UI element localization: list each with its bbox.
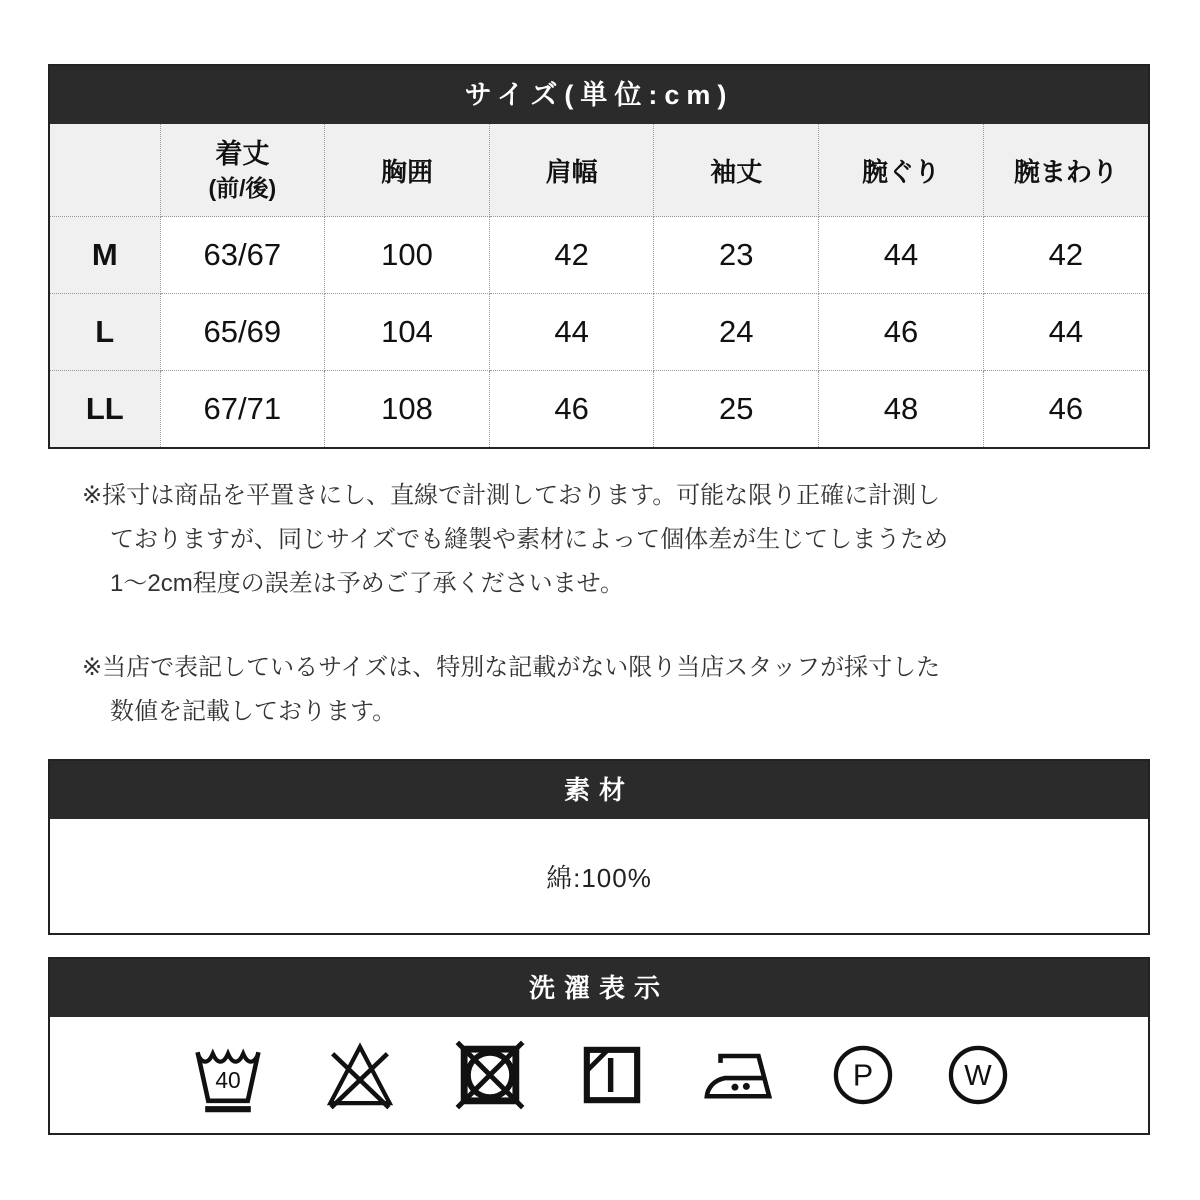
size-table-header-row [50,124,1148,217]
cell-ll-arm-around: 46 [983,371,1148,448]
size-table-section [48,64,1150,449]
col-header-armhole: 腕ぐり [819,124,984,217]
cell-ll-length: 67/71 [160,371,325,448]
measurement-note-line3: 1〜2cm程度の誤差は予めご了承くださいませ。 [110,570,624,597]
table-row-m [50,217,1148,294]
cell-l-shoulder: 44 [489,294,654,371]
wash-40-icon [187,1037,269,1113]
table-row-ll [50,371,1148,448]
col-header-length [160,124,325,217]
cell-m-chest: 100 [325,217,490,294]
cell-m-armhole: 44 [819,217,984,294]
cell-m-length: 63/67 [160,217,325,294]
col-header-chest: 胸囲 [325,124,490,217]
laundry-section [48,957,1150,1135]
corner-cell [50,124,160,217]
col-header-sleeve: 袖丈 [654,124,819,217]
dry-clean-letter: P [852,1059,874,1093]
cell-l-length: 65/69 [160,294,325,371]
material-section [48,759,1150,935]
material-title: 素材 [50,761,1148,819]
cell-ll-chest: 108 [325,371,490,448]
material-value: 綿:100% [546,862,652,893]
cell-l-sleeve: 24 [654,294,819,371]
col-header-length-line2: (前/後) [208,175,277,201]
size-table-title: サイズ(単位:cm) [50,66,1148,124]
wet-clean-w-icon [945,1037,1011,1113]
sizing-note-line2: 数値を記載しております。 [110,698,397,725]
iron-medium-icon [695,1037,781,1113]
cell-m-shoulder: 42 [489,217,654,294]
cell-l-arm-around: 44 [983,294,1148,371]
size-label-l: L [50,294,160,371]
wet-clean-letter: W [964,1059,992,1092]
cell-l-chest: 104 [325,294,490,371]
size-label-ll: LL [50,371,160,448]
size-label-m: M [50,217,160,294]
sizing-note-line1: ※当店で表記しているサイズは、特別な記載がない限り当店スタッフが採寸した [82,654,941,681]
size-table [50,124,1148,447]
measurement-note-line1: ※採寸は商品を平置きにし、直線で計測しております。可能な限り正確に計測し [82,482,941,509]
measurement-note [48,474,1108,606]
cell-m-sleeve: 23 [654,217,819,294]
col-header-shoulder: 肩幅 [489,124,654,217]
wash-temp-label: 40 [215,1066,241,1093]
cell-m-arm-around: 42 [983,217,1148,294]
do-not-tumble-dry-icon [451,1037,529,1113]
dry-clean-p-icon [830,1037,896,1113]
cell-ll-armhole: 48 [819,371,984,448]
measurement-note-line2: ておりますが、同じサイズでも縫製や素材によって個体差が生じてしまうため [110,526,949,553]
sizing-note [48,646,1108,734]
laundry-title: 洗濯表示 [50,959,1148,1017]
cell-ll-sleeve: 25 [654,371,819,448]
cell-l-armhole: 46 [819,294,984,371]
table-row-l [50,294,1148,371]
col-header-arm-around: 腕まわり [983,124,1148,217]
line-dry-in-shade-icon [578,1037,646,1113]
do-not-bleach-icon [318,1037,402,1113]
laundry-symbols-row [50,1017,1148,1133]
cell-ll-shoulder: 46 [489,371,654,448]
col-header-length-line1: 着丈 [215,139,270,169]
